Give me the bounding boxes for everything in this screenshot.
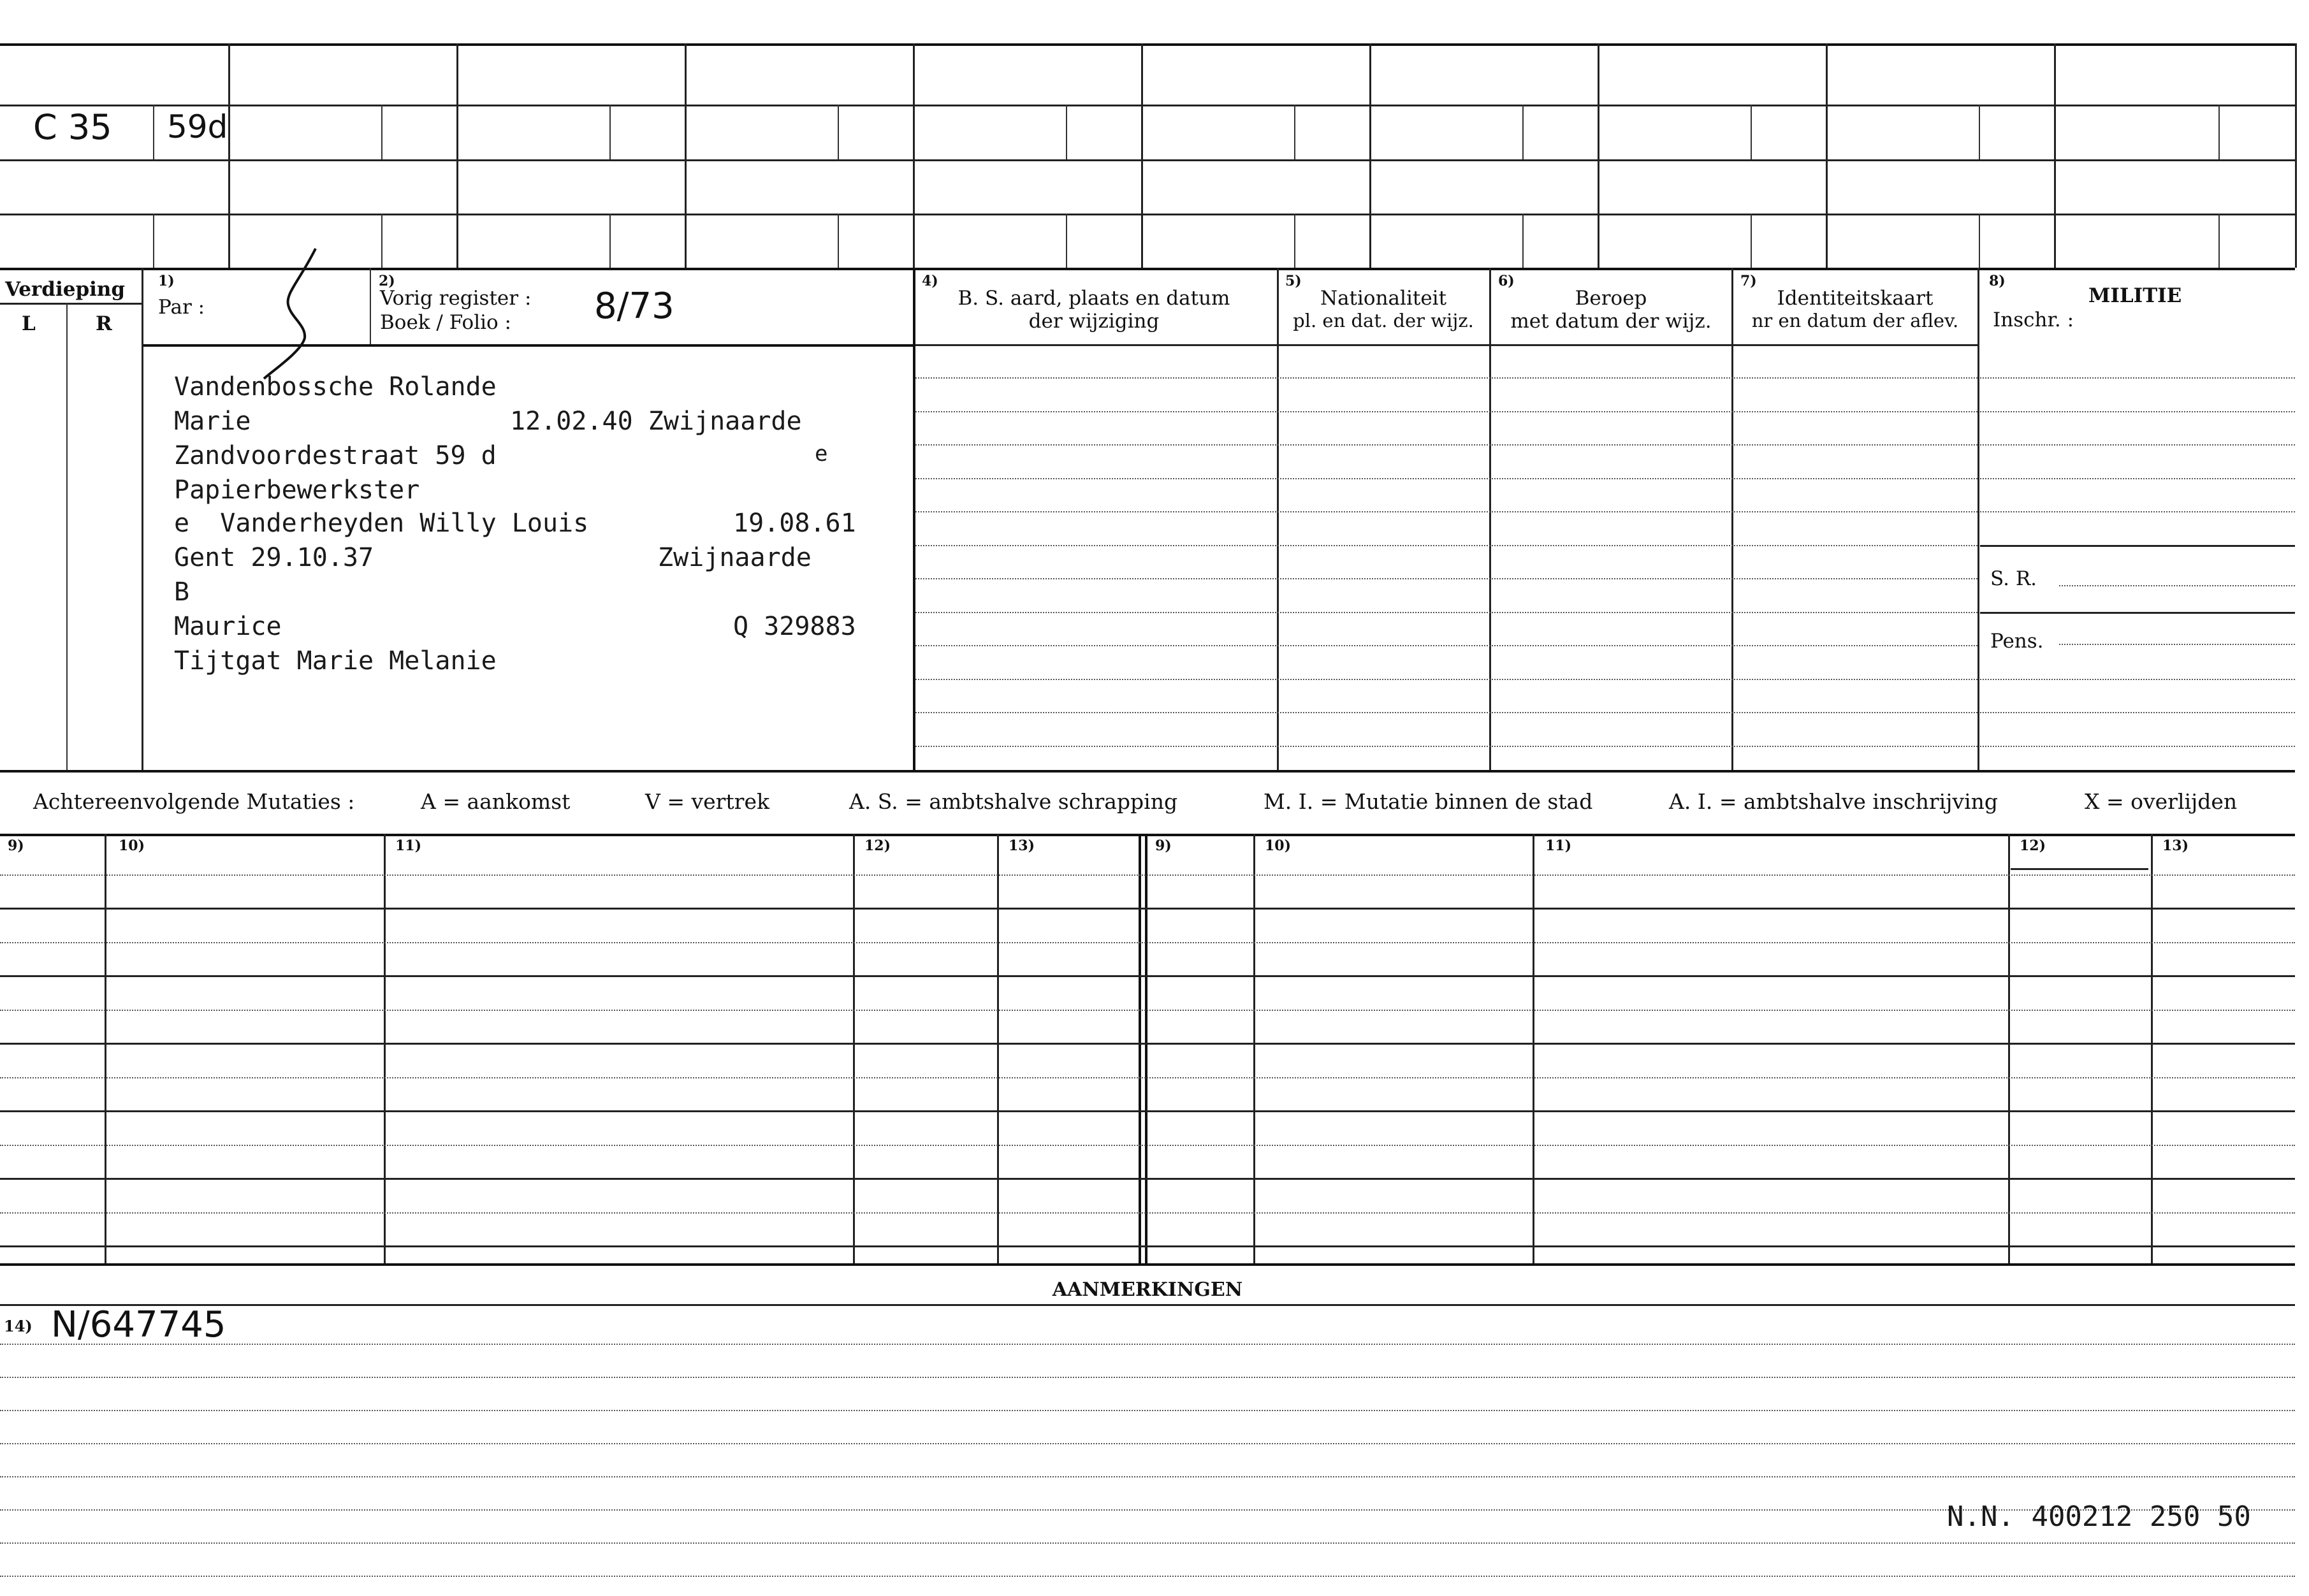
col10-left-num: 10) (119, 838, 145, 854)
boek-value: 8/73 (594, 286, 674, 327)
col7-line2: nr en datum der aflev. (1751, 310, 1959, 331)
col13-right-num: 13) (2162, 838, 2189, 854)
mutations-title: Achtereenvolgende Mutaties : (33, 789, 355, 814)
col12-right-num: 12) (2020, 838, 2046, 854)
house-number: 59d (167, 108, 228, 145)
legend-v: V = vertrek (645, 789, 769, 814)
verdieping-label: Verdieping (5, 278, 126, 301)
boek-label: Boek / Folio : (380, 311, 511, 334)
inschr-label: Inschr. : (1993, 308, 2074, 331)
col10-right-num: 10) (1265, 838, 1292, 854)
rule (2054, 43, 2056, 268)
rule (456, 43, 458, 268)
col4-line2: der wijziging (1028, 310, 1160, 333)
col7-num: 7) (1740, 273, 1757, 289)
rule (2295, 43, 2297, 268)
rule (1369, 43, 1371, 268)
col9-left-num: 9) (8, 838, 24, 854)
vorig-num: 2) (379, 273, 395, 289)
rule (0, 268, 2295, 270)
rule (1598, 43, 1599, 268)
remarks-title: AANMERKINGEN (1052, 1279, 1243, 1301)
col13-left-num: 13) (1009, 838, 1035, 854)
rule (228, 43, 230, 268)
l-label: L (22, 312, 36, 335)
legend-x: X = overlijden (2085, 789, 2238, 814)
rule (0, 214, 2295, 215)
sr-label: S. R. (1990, 567, 2037, 590)
col5-line1: Nationaliteit (1320, 287, 1447, 310)
person-line-9: Tijtgat Marie Melanie (174, 646, 497, 676)
col6-line1: Beroep (1575, 287, 1647, 310)
col6-line2: met datum der wijz. (1510, 310, 1712, 333)
col5-num: 5) (1285, 273, 1302, 289)
legend-a: A = aankomst (421, 789, 571, 814)
legend-as: A. S. = ambtshalve schrapping (849, 789, 1178, 814)
card-code: C 35 (33, 107, 112, 147)
col8-num: 8) (1989, 273, 2006, 289)
person-line-1: Vandenbossche Rolande (174, 372, 497, 402)
legend-ai: A. I. = ambtshalve inschrijving (1669, 789, 1999, 814)
vorig-label: Vorig register : (380, 287, 532, 310)
r-label: R (96, 312, 112, 335)
person-line-4: Papierbewerkster (174, 475, 420, 505)
col7-line1: Identiteitskaart (1777, 287, 1934, 310)
col4-line1: B. S. aard, plaats en datum (958, 287, 1230, 310)
rule (1826, 43, 1828, 268)
col6-num: 6) (1498, 273, 1515, 289)
rule (1141, 43, 1143, 268)
par-num: 1) (158, 273, 175, 289)
person-line-2a: Marie (174, 407, 251, 436)
handwritten-mark (255, 242, 344, 389)
legend-mi: M. I. = Mutatie binnen de stad (1264, 789, 1593, 814)
col11-left-num: 11) (395, 838, 422, 854)
col4-num: 4) (922, 273, 938, 289)
national-number: N.N. 400212 250 50 (1947, 1500, 2251, 1533)
person-line-5a: e Vanderheyden Willy Louis (174, 509, 589, 538)
person-line-8a: Maurice (174, 612, 282, 641)
rule (913, 43, 915, 268)
militie-label: MILITIE (2088, 284, 2182, 307)
person-line-2b: 12.02.40 Zwijnaarde (510, 407, 802, 436)
person-line-7: B (174, 577, 190, 607)
remarks-value: N/647745 (51, 1304, 226, 1346)
person-line-3b: e (815, 441, 828, 467)
rule (0, 43, 2295, 46)
person-line-5b: 19.08.61 (733, 509, 856, 538)
pens-label: Pens. (1990, 630, 2044, 653)
remarks-num: 14) (4, 1317, 33, 1335)
person-line-8b: Q 329883 (733, 612, 856, 641)
person-line-3a: Zandvoordestraat 59 d (174, 441, 497, 470)
rule (0, 105, 2295, 106)
rule (685, 43, 687, 268)
col9-right-num: 9) (1155, 838, 1172, 854)
rule (0, 159, 2295, 161)
col12-left-num: 12) (864, 838, 891, 854)
person-line-6a: Gent 29.10.37 (174, 543, 374, 572)
person-line-6b: Zwijnaarde (658, 543, 812, 572)
par-label: Par : (158, 296, 205, 319)
col11-right-num: 11) (1545, 838, 1572, 854)
col5-line2: pl. en dat. der wijz. (1293, 310, 1474, 331)
